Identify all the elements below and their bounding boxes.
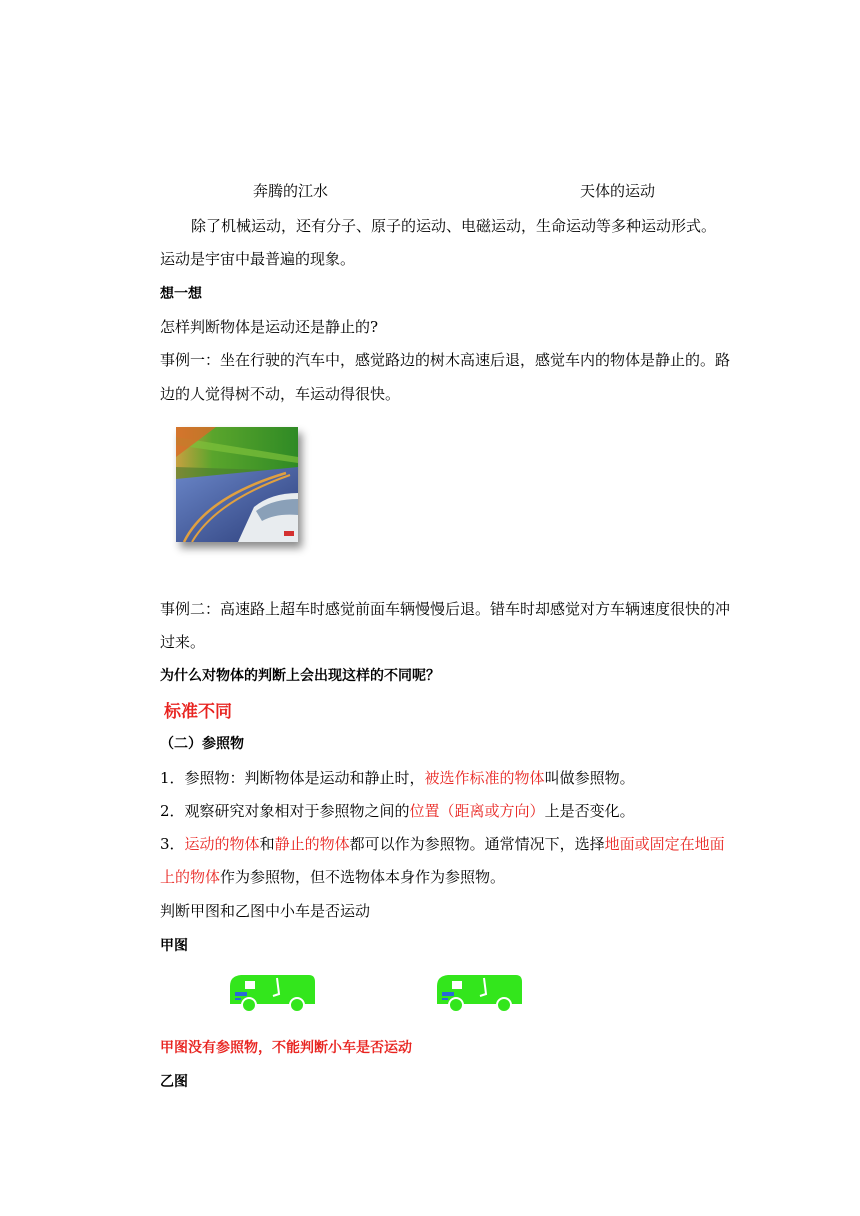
example1-line1: 事例一：坐在行驶的汽车中，感觉路边的树木高速后退，感觉车内的物体是静止的。路 bbox=[160, 351, 731, 369]
emphasis-position: 位置（距离或方向） bbox=[409, 802, 545, 820]
caption-river: 奔腾的江水 bbox=[253, 182, 329, 200]
answer-different-standard: 标准不同 bbox=[164, 702, 232, 722]
definition-3-line2: 上的物体作为参照物，但不选物体本身作为参照物。 bbox=[160, 868, 506, 886]
van-icon bbox=[434, 972, 524, 1014]
paragraph-motion-forms: 除了机械运动，还有分子、原子的运动、电磁运动，生命运动等多种运动形式。 bbox=[191, 217, 717, 235]
figure-b-label: 乙图 bbox=[160, 1074, 188, 1090]
section-heading-reference: （二）参照物 bbox=[160, 736, 244, 752]
why-question: 为什么对物体的判断上会出现这样的不同呢？ bbox=[160, 668, 440, 684]
example1-line2: 边的人觉得树不动，车运动得很快。 bbox=[160, 385, 401, 403]
car-road-photo bbox=[176, 427, 298, 542]
question-how-judge: 怎样判断物体是运动还是静止的? bbox=[160, 318, 379, 336]
definition-2: 2．观察研究对象相对于参照物之间的位置（距离或方向）上是否变化。 bbox=[160, 802, 635, 820]
example2-line1: 事例二：高速路上超车时感觉前面车辆慢慢后退。错车时却感觉对方车辆速度很快的冲 bbox=[160, 600, 731, 618]
emphasis-static-object: 静止的物体 bbox=[274, 835, 350, 853]
emphasis-ground: 地面或固定在地面 bbox=[604, 835, 725, 853]
figure-a-conclusion: 甲图没有参照物，不能判断小车是否运动 bbox=[160, 1040, 412, 1056]
heading-think: 想一想 bbox=[160, 286, 202, 302]
emphasis-ground-objects: 上的物体 bbox=[160, 868, 221, 886]
caption-celestial: 天体的运动 bbox=[580, 182, 656, 200]
paragraph-universal: 运动是宇宙中最普遍的现象。 bbox=[160, 250, 356, 268]
emphasis-chosen-standard: 被选作标准的物体 bbox=[424, 769, 545, 787]
definition-3-line1: 3．运动的物体和静止的物体都可以作为参照物。通常情况下，选择地面或固定在地面 bbox=[160, 835, 725, 853]
judge-prompt: 判断甲图和乙图中小车是否运动 bbox=[160, 902, 371, 920]
definition-1: 1．参照物：判断物体是运动和静止时，被选作标准的物体叫做参照物。 bbox=[160, 769, 635, 787]
van-icon bbox=[227, 972, 317, 1014]
example2-line2: 过来。 bbox=[160, 633, 206, 651]
emphasis-moving-object: 运动的物体 bbox=[184, 835, 260, 853]
figure-a-label: 甲图 bbox=[160, 938, 188, 954]
